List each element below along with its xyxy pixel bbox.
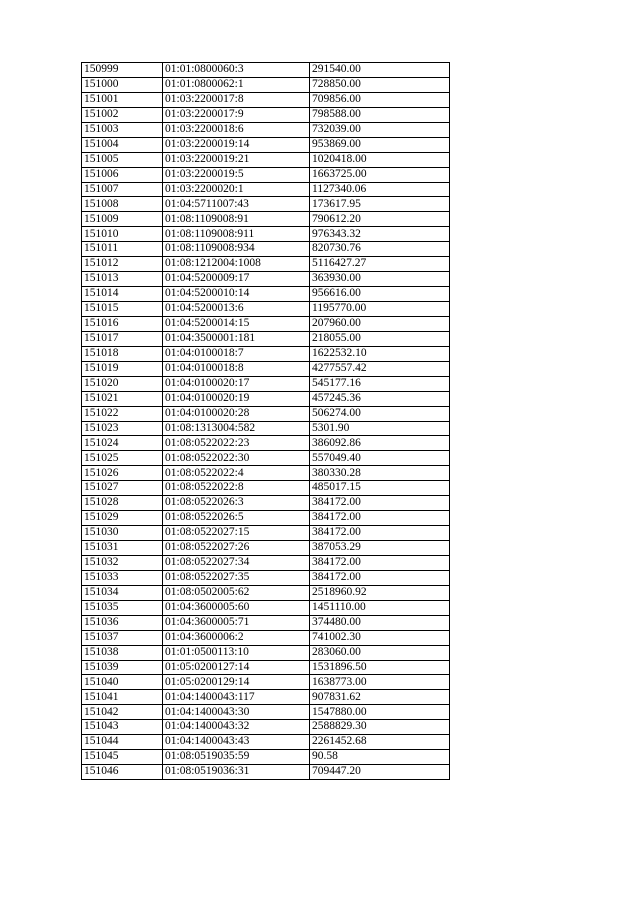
row-number-cell: 151041 xyxy=(82,690,163,705)
value-cell: 5116427.27 xyxy=(310,257,450,272)
row-number-cell: 151019 xyxy=(82,361,163,376)
table-row xyxy=(82,481,450,496)
value-cell: 384172.00 xyxy=(310,496,450,511)
cadastral-number-cell: 01:08:0502005:62 xyxy=(163,585,310,600)
row-number-cell: 151024 xyxy=(82,436,163,451)
row-number-cell: 151009 xyxy=(82,212,163,227)
cadastral-number-cell: 01:05:0200127:14 xyxy=(163,660,310,675)
cadastral-number-cell: 01:04:1400043:117 xyxy=(163,690,310,705)
table-row xyxy=(82,406,450,421)
cadastral-number-cell: 01:04:3600005:60 xyxy=(163,600,310,615)
row-number-cell: 151012 xyxy=(82,257,163,272)
value-cell: 384172.00 xyxy=(310,555,450,570)
cadastral-number-cell: 01:04:5200009:17 xyxy=(163,272,310,287)
cadastral-number-cell: 01:03:2200019:14 xyxy=(163,137,310,152)
value-cell: 790612.20 xyxy=(310,212,450,227)
row-number-cell: 151034 xyxy=(82,585,163,600)
value-cell: 907831.62 xyxy=(310,690,450,705)
row-number-cell: 151003 xyxy=(82,122,163,137)
value-cell: 798588.00 xyxy=(310,107,450,122)
value-cell: 732039.00 xyxy=(310,122,450,137)
table-row xyxy=(82,585,450,600)
table-row xyxy=(82,361,450,376)
table-row xyxy=(82,242,450,257)
row-number-cell: 151022 xyxy=(82,406,163,421)
cadastral-number-cell: 01:04:3600006:2 xyxy=(163,630,310,645)
cadastral-number-cell: 01:04:0100018:7 xyxy=(163,346,310,361)
row-number-cell: 151040 xyxy=(82,675,163,690)
table-row xyxy=(82,526,450,541)
table-row xyxy=(82,555,450,570)
cadastral-number-cell: 01:03:2200020:1 xyxy=(163,182,310,197)
value-cell: 291540.00 xyxy=(310,63,450,78)
cadastral-number-cell: 01:04:5711007:43 xyxy=(163,197,310,212)
row-number-cell: 151007 xyxy=(82,182,163,197)
value-cell: 4277557.42 xyxy=(310,361,450,376)
table-row xyxy=(82,750,450,765)
table-row xyxy=(82,720,450,735)
table-row xyxy=(82,570,450,585)
row-number-cell: 151023 xyxy=(82,421,163,436)
cadastral-number-cell: 01:08:0522022:8 xyxy=(163,481,310,496)
value-cell: 506274.00 xyxy=(310,406,450,421)
row-number-cell: 151018 xyxy=(82,346,163,361)
cadastral-number-cell: 01:08:0522027:34 xyxy=(163,555,310,570)
cadastral-number-cell: 01:04:1400043:43 xyxy=(163,735,310,750)
value-cell: 457245.36 xyxy=(310,391,450,406)
table-row xyxy=(82,735,450,750)
value-cell: 384172.00 xyxy=(310,570,450,585)
table-row xyxy=(82,316,450,331)
row-number-cell: 151004 xyxy=(82,137,163,152)
table-row xyxy=(82,645,450,660)
table-row xyxy=(82,421,450,436)
value-cell: 709856.00 xyxy=(310,92,450,107)
row-number-cell: 151014 xyxy=(82,287,163,302)
cadastral-number-cell: 01:03:2200019:5 xyxy=(163,167,310,182)
row-number-cell: 151031 xyxy=(82,541,163,556)
value-cell: 709447.20 xyxy=(310,765,450,780)
value-cell: 384172.00 xyxy=(310,526,450,541)
table-body xyxy=(82,63,450,780)
row-number-cell: 151037 xyxy=(82,630,163,645)
cadastral-number-cell: 01:01:0500113:10 xyxy=(163,645,310,660)
value-cell: 363930.00 xyxy=(310,272,450,287)
cadastral-number-cell: 01:08:0522027:35 xyxy=(163,570,310,585)
table-row xyxy=(82,511,450,526)
table-row xyxy=(82,107,450,122)
row-number-cell: 151036 xyxy=(82,615,163,630)
value-cell: 953869.00 xyxy=(310,137,450,152)
row-number-cell: 151008 xyxy=(82,197,163,212)
cadastral-number-cell: 01:03:2200017:8 xyxy=(163,92,310,107)
table-row xyxy=(82,660,450,675)
cadastral-number-cell: 01:04:5200014:15 xyxy=(163,316,310,331)
row-number-cell: 151021 xyxy=(82,391,163,406)
value-cell: 1195770.00 xyxy=(310,302,450,317)
table-row xyxy=(82,182,450,197)
value-cell: 1622532.10 xyxy=(310,346,450,361)
value-cell: 485017.15 xyxy=(310,481,450,496)
cadastral-number-cell: 01:08:0522026:3 xyxy=(163,496,310,511)
table-row xyxy=(82,272,450,287)
row-number-cell: 151026 xyxy=(82,466,163,481)
value-cell: 1531896.50 xyxy=(310,660,450,675)
cadastral-number-cell: 01:04:1400043:32 xyxy=(163,720,310,735)
row-number-cell: 151006 xyxy=(82,167,163,182)
cadastral-number-cell: 01:05:0200129:14 xyxy=(163,675,310,690)
value-cell: 374480.00 xyxy=(310,615,450,630)
value-cell: 1127340.06 xyxy=(310,182,450,197)
table-row xyxy=(82,436,450,451)
value-cell: 207960.00 xyxy=(310,316,450,331)
cadastral-number-cell: 01:08:1109008:91 xyxy=(163,212,310,227)
row-number-cell: 151000 xyxy=(82,77,163,92)
cadastral-number-cell: 01:03:2200019:21 xyxy=(163,152,310,167)
cadastral-number-cell: 01:04:0100018:8 xyxy=(163,361,310,376)
cadastral-number-cell: 01:04:3500001:181 xyxy=(163,331,310,346)
row-number-cell: 151039 xyxy=(82,660,163,675)
table-row xyxy=(82,451,450,466)
cadastral-number-cell: 01:08:0519035:59 xyxy=(163,750,310,765)
row-number-cell: 151010 xyxy=(82,227,163,242)
table-row xyxy=(82,496,450,511)
table-row xyxy=(82,212,450,227)
value-cell: 956616.00 xyxy=(310,287,450,302)
table-row xyxy=(82,690,450,705)
table-row xyxy=(82,77,450,92)
value-cell: 976343.32 xyxy=(310,227,450,242)
value-cell: 741002.30 xyxy=(310,630,450,645)
table-row xyxy=(82,287,450,302)
table-row xyxy=(82,630,450,645)
value-cell: 1020418.00 xyxy=(310,152,450,167)
value-cell: 1451110.00 xyxy=(310,600,450,615)
table-row xyxy=(82,227,450,242)
row-number-cell: 151044 xyxy=(82,735,163,750)
cadastral-number-cell: 01:04:5200010:14 xyxy=(163,287,310,302)
value-cell: 728850.00 xyxy=(310,77,450,92)
table-row xyxy=(82,600,450,615)
value-cell: 557049.40 xyxy=(310,451,450,466)
table-row xyxy=(82,615,450,630)
value-cell: 387053.29 xyxy=(310,541,450,556)
value-cell: 386092.86 xyxy=(310,436,450,451)
row-number-cell: 151016 xyxy=(82,316,163,331)
table-row xyxy=(82,137,450,152)
table-row xyxy=(82,466,450,481)
row-number-cell: 151033 xyxy=(82,570,163,585)
table-row xyxy=(82,152,450,167)
row-number-cell: 151032 xyxy=(82,555,163,570)
value-cell: 1547880.00 xyxy=(310,705,450,720)
value-cell: 545177.16 xyxy=(310,376,450,391)
cadastral-number-cell: 01:03:2200017:9 xyxy=(163,107,310,122)
table-row xyxy=(82,765,450,780)
row-number-cell: 151028 xyxy=(82,496,163,511)
cadastral-number-cell: 01:04:1400043:30 xyxy=(163,705,310,720)
cadastral-number-cell: 01:08:1212004:1008 xyxy=(163,257,310,272)
value-cell: 283060.00 xyxy=(310,645,450,660)
table-row xyxy=(82,302,450,317)
cadastral-number-cell: 01:03:2200018:6 xyxy=(163,122,310,137)
data-table xyxy=(81,62,450,780)
cadastral-number-cell: 01:08:0522022:4 xyxy=(163,466,310,481)
value-cell: 1638773.00 xyxy=(310,675,450,690)
cadastral-number-cell: 01:04:0100020:28 xyxy=(163,406,310,421)
table-row xyxy=(82,391,450,406)
cadastral-number-cell: 01:04:0100020:19 xyxy=(163,391,310,406)
cadastral-number-cell: 01:08:0522022:23 xyxy=(163,436,310,451)
row-number-cell: 151001 xyxy=(82,92,163,107)
row-number-cell: 151030 xyxy=(82,526,163,541)
value-cell: 380330.28 xyxy=(310,466,450,481)
row-number-cell: 151043 xyxy=(82,720,163,735)
table-row xyxy=(82,331,450,346)
row-number-cell: 151029 xyxy=(82,511,163,526)
cadastral-number-cell: 01:08:0522026:5 xyxy=(163,511,310,526)
value-cell: 1663725.00 xyxy=(310,167,450,182)
value-cell: 173617.95 xyxy=(310,197,450,212)
row-number-cell: 151025 xyxy=(82,451,163,466)
table-row xyxy=(82,63,450,78)
row-number-cell: 151045 xyxy=(82,750,163,765)
value-cell: 2261452.68 xyxy=(310,735,450,750)
value-cell: 218055.00 xyxy=(310,331,450,346)
table-row xyxy=(82,167,450,182)
row-number-cell: 151020 xyxy=(82,376,163,391)
value-cell: 90.58 xyxy=(310,750,450,765)
cadastral-number-cell: 01:04:0100020:17 xyxy=(163,376,310,391)
table-row xyxy=(82,122,450,137)
table-row xyxy=(82,705,450,720)
table-row xyxy=(82,376,450,391)
row-number-cell: 151011 xyxy=(82,242,163,257)
cadastral-number-cell: 01:01:0800062:1 xyxy=(163,77,310,92)
row-number-cell: 151013 xyxy=(82,272,163,287)
table-row xyxy=(82,92,450,107)
row-number-cell: 151046 xyxy=(82,765,163,780)
row-number-cell: 151042 xyxy=(82,705,163,720)
cadastral-number-cell: 01:08:1109008:934 xyxy=(163,242,310,257)
table-row xyxy=(82,257,450,272)
cadastral-number-cell: 01:08:0522022:30 xyxy=(163,451,310,466)
table-row xyxy=(82,675,450,690)
row-number-cell: 151015 xyxy=(82,302,163,317)
value-cell: 2588829.30 xyxy=(310,720,450,735)
row-number-cell: 150999 xyxy=(82,63,163,78)
row-number-cell: 151002 xyxy=(82,107,163,122)
cadastral-number-cell: 01:08:1109008:911 xyxy=(163,227,310,242)
cadastral-number-cell: 01:01:0800060:3 xyxy=(163,63,310,78)
cadastral-number-cell: 01:08:0522027:15 xyxy=(163,526,310,541)
row-number-cell: 151017 xyxy=(82,331,163,346)
row-number-cell: 151035 xyxy=(82,600,163,615)
cadastral-number-cell: 01:04:3600005:71 xyxy=(163,615,310,630)
row-number-cell: 151005 xyxy=(82,152,163,167)
value-cell: 2518960.92 xyxy=(310,585,450,600)
value-cell: 384172.00 xyxy=(310,511,450,526)
table-row xyxy=(82,346,450,361)
cadastral-number-cell: 01:08:0519036:31 xyxy=(163,765,310,780)
value-cell: 820730.76 xyxy=(310,242,450,257)
table-row xyxy=(82,197,450,212)
cadastral-number-cell: 01:08:1313004:582 xyxy=(163,421,310,436)
table-row xyxy=(82,541,450,556)
cadastral-number-cell: 01:08:0522027:26 xyxy=(163,541,310,556)
value-cell: 5301.90 xyxy=(310,421,450,436)
cadastral-number-cell: 01:04:5200013:6 xyxy=(163,302,310,317)
row-number-cell: 151038 xyxy=(82,645,163,660)
row-number-cell: 151027 xyxy=(82,481,163,496)
